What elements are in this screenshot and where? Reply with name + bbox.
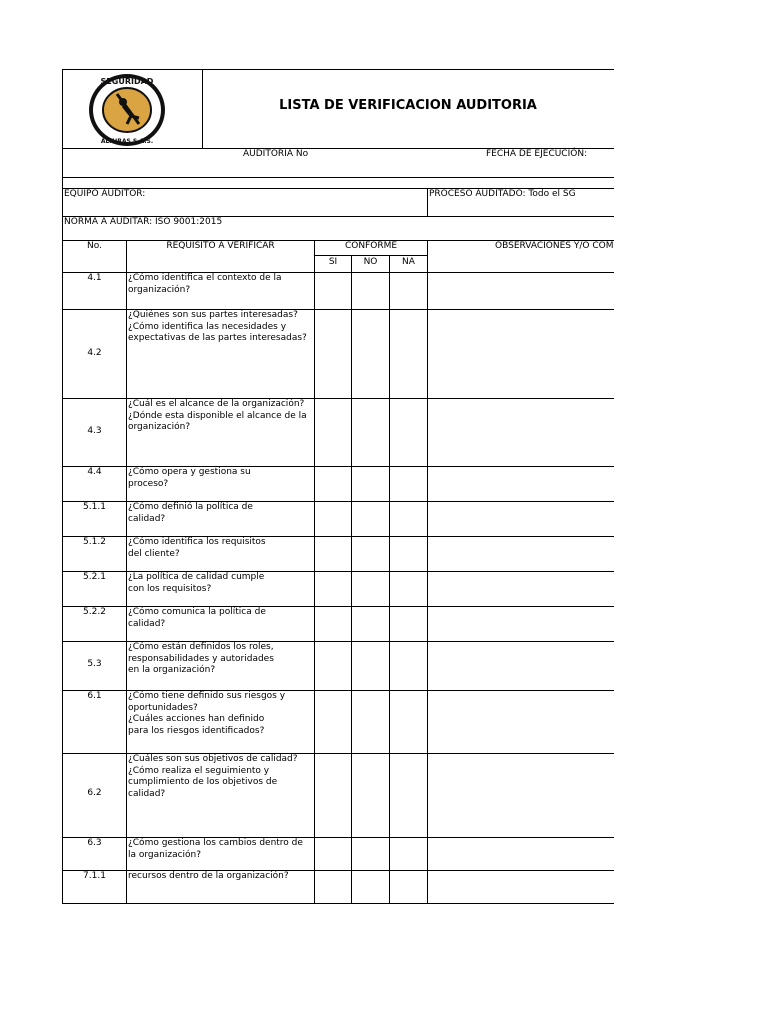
divider	[315, 255, 427, 256]
fecha-label: FECHA DE EJECUCIÓN:	[486, 149, 588, 159]
row-number: 6.3	[87, 838, 102, 848]
row-number: 6.2	[87, 788, 102, 798]
grid-line	[351, 255, 352, 903]
row-number: 5.2.1	[83, 572, 106, 582]
row-number: 4.4	[87, 467, 102, 477]
col-observaciones: OBSERVACIONES Y/O COM	[495, 241, 614, 251]
row-number: 5.1.1	[83, 502, 106, 512]
table-left-border	[62, 69, 63, 903]
row-number: 7.1.1	[83, 871, 106, 881]
row-requisito: ¿Cómo comunica la política de calidad?	[128, 607, 266, 629]
table-top-border	[62, 69, 614, 70]
row-requisito: ¿Quiénes son sus partes interesadas? ¿Cómo identifica las necesidades y expectativas de las partes interesadas?	[128, 310, 307, 344]
svg-text:ALTURAS S.A.S.: ALTURAS S.A.S.	[100, 138, 154, 145]
col-requisito: REQUISITO A VERIFICAR	[166, 241, 275, 251]
row-requisito: ¿Cómo tiene definido sus riesgos y oportunidades? ¿Cuáles acciones han definido para los riesgos identificados?	[128, 691, 286, 736]
row-border	[62, 903, 614, 904]
row-requisito: ¿Cómo están definidos los roles, responsabilidades y autoridades en la organización?	[128, 642, 274, 676]
divider	[62, 177, 614, 178]
row-number: 4.3	[87, 426, 102, 436]
row-requisito: ¿Cómo definió la política de calidad?	[128, 502, 253, 524]
row-number: 5.1.2	[83, 537, 106, 547]
proceso-label: PROCESO AUDITADO: Todo el SG	[429, 189, 576, 199]
col-no: No.	[87, 241, 102, 251]
divider	[427, 188, 428, 216]
row-requisito: ¿Cómo identifica el contexto de la organización?	[128, 273, 282, 295]
company-logo	[87, 72, 167, 148]
row-requisito: recursos dentro de la organización?	[128, 871, 289, 881]
col-si: SI	[328, 257, 338, 267]
col-conforme: CONFORME	[344, 241, 398, 251]
row-requisito: ¿Cómo gestiona los cambios dentro de la organización?	[128, 838, 303, 860]
row-requisito: ¿Cómo opera y gestiona su proceso?	[128, 467, 251, 489]
row-requisito: ¿Cuál es el alcance de la organización? ¿Dónde esta disponible el alcance de la organización?	[128, 399, 307, 433]
row-requisito: ¿Cómo identifica los requisitos del cliente?	[128, 537, 266, 559]
norma-label: NORMA A AUDITAR: ISO 9001:2015	[64, 217, 223, 227]
row-number: 4.1	[87, 273, 102, 283]
row-number: 5.2.2	[83, 607, 106, 617]
row-requisito: ¿La política de calidad cumple con los requisitos?	[128, 572, 265, 594]
col-na: NA	[402, 257, 415, 267]
grid-line	[389, 255, 390, 903]
row-number: 4.2	[87, 348, 102, 358]
row-requisito: ¿Cuáles son sus objetivos de calidad? ¿Cómo realiza el seguimiento y cumplimiento de los objetivos de calidad?	[128, 754, 298, 799]
svg-text:SEGURIDAD: SEGURIDAD	[100, 77, 154, 86]
page-title: LISTA DE VERIFICACION AUDITORIA	[279, 98, 537, 113]
auditoria-no-label: AUDITORIA No	[243, 149, 309, 159]
equipo-auditor-label: EQUIPO AUDITOR:	[64, 189, 146, 199]
row-number: 6.1	[87, 691, 102, 701]
row-number: 5.3	[87, 659, 102, 669]
col-no-conforme: NO	[363, 257, 378, 267]
